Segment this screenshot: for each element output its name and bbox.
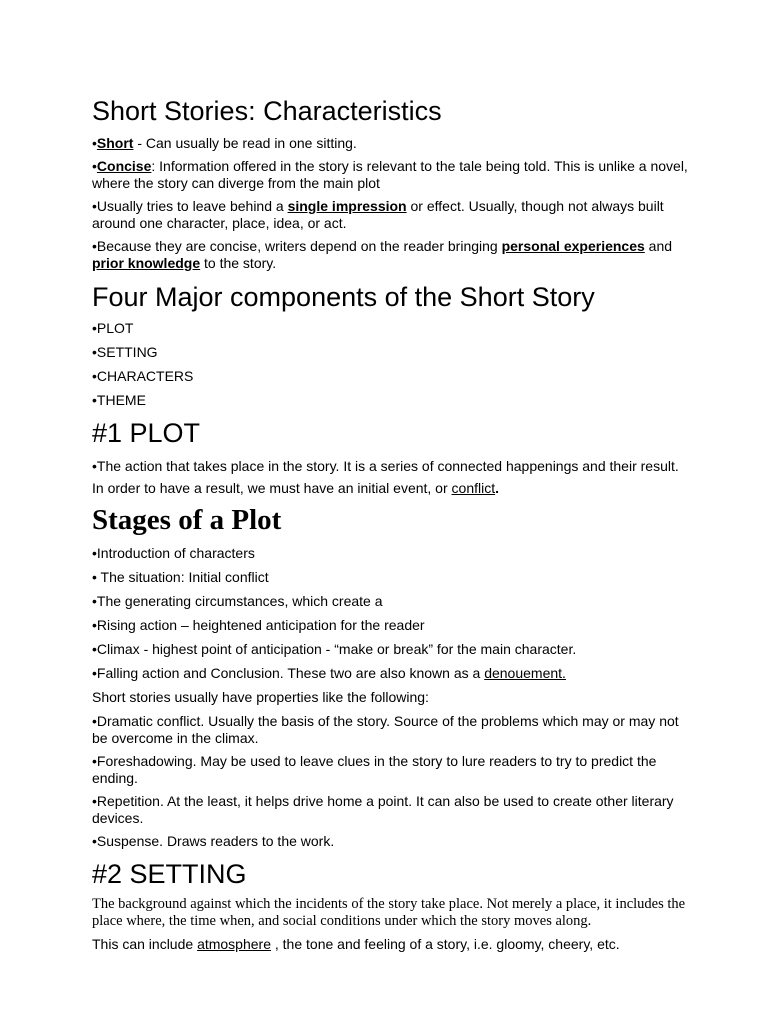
paragraph-short: •Short - Can usually be read in one sitting. xyxy=(92,135,357,152)
plot-section xyxy=(92,418,692,505)
list-item: •CHARACTERS xyxy=(92,368,194,385)
term-short: Short xyxy=(96,135,134,152)
characteristics-section xyxy=(92,96,692,278)
section-title-stages: Stages of a Plot xyxy=(92,504,282,536)
list-item: •Falling action and Conclusion. These two are also known as a denouement. xyxy=(92,665,566,682)
term-atmosphere: atmosphere xyxy=(197,936,271,953)
section-title-components: Four Major components of the Short Story xyxy=(92,282,595,312)
list-item: •THEME xyxy=(92,392,146,409)
section-title-plot: #1 PLOT xyxy=(92,418,201,448)
list-item: •Foreshadowing. May be used to leave clues in the story to lure readers to try to predict the ending. xyxy=(92,753,657,787)
section-title-setting: #2 SETTING xyxy=(92,859,247,889)
properties-intro: Short stories usually have properties like the following: xyxy=(92,689,429,706)
list-item: • The situation: Initial conflict xyxy=(92,569,269,586)
setting-section xyxy=(92,859,692,959)
term-single-impression: single impression xyxy=(287,198,407,215)
paragraph-concise-reader: •Because they are concise, writers depend on the reader bringing personal experiences and prior knowledge to the story. xyxy=(92,238,673,272)
section-title-characteristics: Short Stories: Characteristics xyxy=(92,96,442,126)
term-conflict: conflict xyxy=(451,480,496,497)
list-item: •Climax - highest point of anticipation - “make or break” for the main character. xyxy=(92,641,577,658)
paragraph-concise: •Concise: Information offered in the story is relevant to the tale being told. This is unlike a novel, where the story can diverge from the main plot xyxy=(92,158,688,192)
list-item: •Dramatic conflict. Usually the basis of the story. Source of the problems which may or may not be overcome in the climax. xyxy=(92,713,679,747)
paragraph-atmosphere: This can include atmosphere , the tone and feeling of a story, i.e. gloomy, cheery, etc. xyxy=(92,936,620,953)
list-item: •SETTING xyxy=(92,344,158,361)
term-denouement: denouement. xyxy=(484,665,566,682)
paragraph-single-impression: •Usually tries to leave behind a single impression or effect. Usually, though not always built around one character, place, idea, or act. xyxy=(92,198,664,232)
term-personal-experiences: personal experiences xyxy=(501,238,645,255)
list-item: •Rising action – heightened anticipation for the reader xyxy=(92,617,425,634)
paragraph-plot-definition: •The action that takes place in the story. It is a series of connected happenings and their result. In order to have a result, we must have an initial event, or conflict. xyxy=(92,458,679,497)
components-section xyxy=(92,282,692,416)
stages-section xyxy=(92,504,692,856)
list-item: •The generating circumstances, which create a xyxy=(92,593,383,610)
list-item: •Suspense. Draws readers to the work. xyxy=(92,833,335,850)
list-item: •PLOT xyxy=(92,320,134,337)
term-concise: Concise xyxy=(96,158,152,175)
list-item: •Repetition. At the least, it helps drive home a point. It can also be used to create other literary devices. xyxy=(92,793,674,827)
paragraph-setting-definition: The background against which the incidents of the story take place. Not merely a place, it includes the place where, the time when, and social conditions under which the story moves along. xyxy=(92,896,686,930)
list-item: •Introduction of characters xyxy=(92,545,255,562)
term-prior-knowledge: prior knowledge xyxy=(92,255,201,272)
